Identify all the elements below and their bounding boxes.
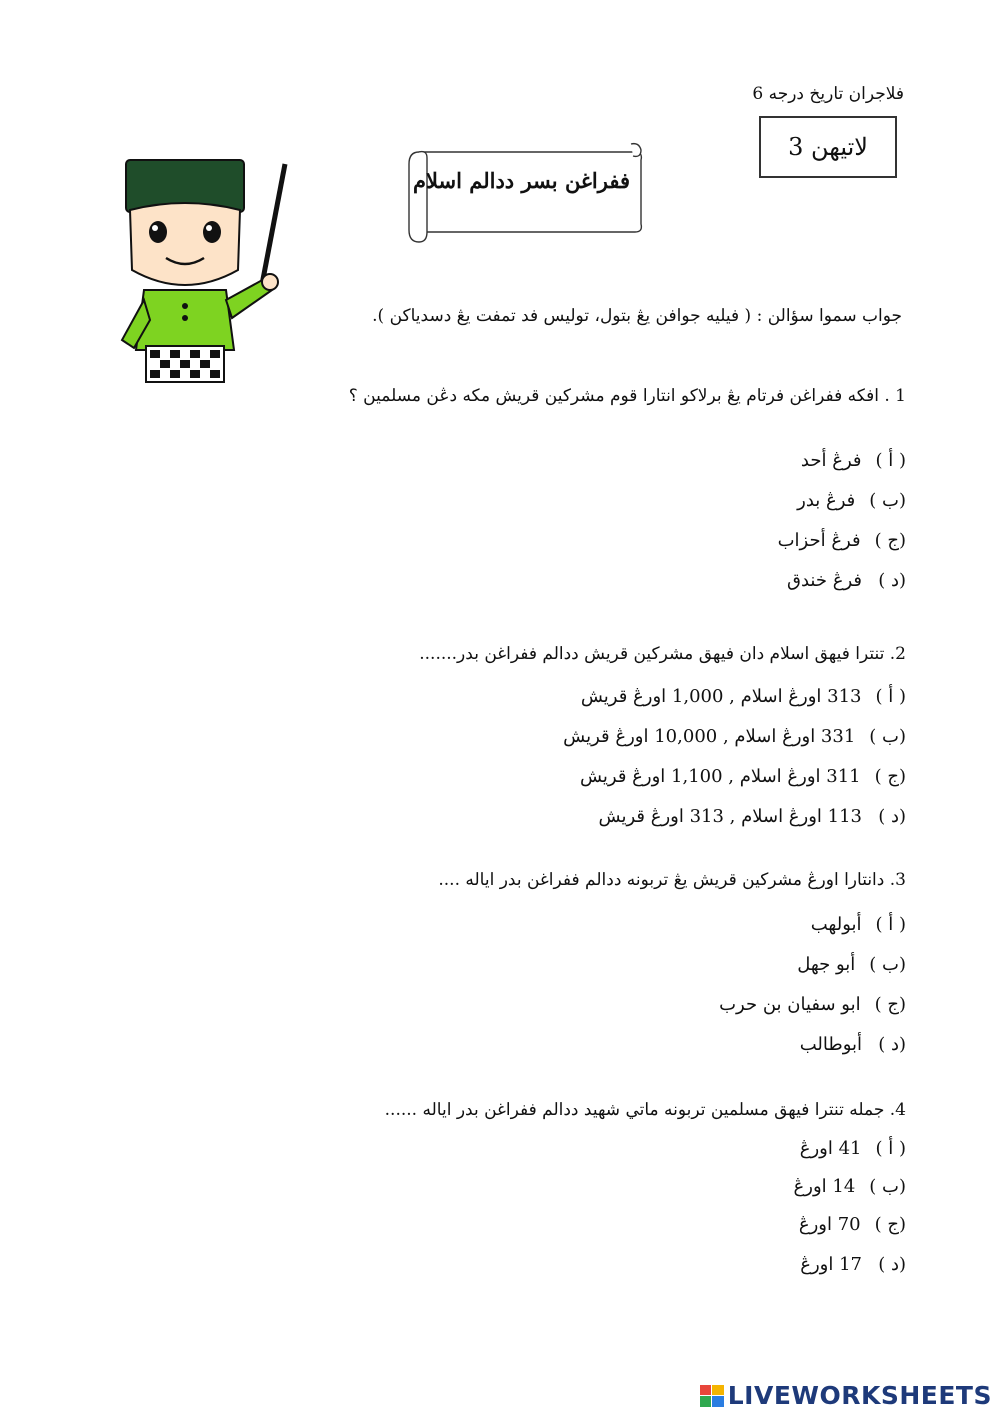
option-text: 331 اورڠ اسلام , 10,000 اورڠ قريش <box>563 726 856 747</box>
question-3-option-b[interactable] <box>797 954 906 975</box>
option-text: 14 اورڠ <box>793 1176 856 1197</box>
question-1-option-a[interactable] <box>801 450 906 471</box>
option-text: أبولهب <box>810 914 862 935</box>
option-text: أبو جهل <box>797 954 856 975</box>
option-text: 113 اورڠ اسلام , 313 اورڠ قريش <box>598 806 862 827</box>
lesson-box: لاتيهن 3 <box>759 116 897 178</box>
question-4-option-a[interactable] <box>800 1138 906 1159</box>
question-2-option-c[interactable] <box>580 766 906 787</box>
option-letter: (ب ) <box>869 1176 906 1197</box>
teacher-mascot-icon <box>110 150 310 400</box>
option-letter: (ب ) <box>869 726 906 747</box>
question-3-option-c[interactable] <box>719 994 906 1015</box>
instruction-text: جواب سموا سؤالن : ( فيليه جوافن يڠ بتول، توليس فد تمفت يڠ دسدياكن ). <box>372 306 902 326</box>
question-1-option-c[interactable] <box>778 530 906 551</box>
option-text: 311 اورڠ اسلام , 1,100 اورڠ قريش <box>579 766 861 787</box>
option-letter: (د ) <box>878 1034 906 1055</box>
question-4-option-b[interactable] <box>794 1176 906 1197</box>
worksheet-title: ففراغن بسر ددالم اسلام <box>412 168 630 193</box>
question-1-option-d[interactable] <box>787 570 906 591</box>
question-3-option-d[interactable] <box>800 1034 906 1055</box>
question-1-option-b[interactable] <box>797 490 906 511</box>
question-2-option-a[interactable] <box>581 686 906 707</box>
liveworksheets-footer[interactable] <box>700 1381 992 1410</box>
question-4-text: 4. جمله تنترا فيهق مسلمين تربونه ماتي شهيد ددالم ففراغن بدر اياله ...... <box>384 1100 906 1120</box>
option-letter: (ج ) <box>874 1214 906 1235</box>
option-text: 70 اورڠ <box>798 1214 861 1235</box>
option-letter: (ب ) <box>869 490 906 511</box>
option-text: أبوطالب <box>799 1034 862 1055</box>
option-letter: (ب ) <box>869 954 906 975</box>
option-letter: (د ) <box>878 806 906 827</box>
question-2-text: 2. تنترا فيهق اسلام دان فيهق مشركين قريش ددالم ففراغن بدر....... <box>419 644 906 664</box>
brand-name: LIVEWORKSHEETS <box>727 1381 992 1410</box>
option-text: فرڠ أحزاب <box>777 530 861 551</box>
option-text: فرڠ خندق <box>787 570 862 591</box>
option-text: ابو سفيان بن حرب <box>719 994 861 1015</box>
option-text: فرڠ بدر <box>797 490 856 511</box>
option-letter: ( أ ) <box>875 1138 906 1159</box>
liveworksheets-logo-icon <box>700 1385 724 1407</box>
option-letter: (ج ) <box>874 994 906 1015</box>
question-1-text: 1 . افكه ففراغن فرتام يڠ برلاكو انتارا قوم مشركين قريش مكه دڠن مسلمين ؟ <box>348 386 906 406</box>
option-letter: ( أ ) <box>875 914 906 935</box>
option-text: 313 اورڠ اسلام , 1,000 اورڠ قريش <box>580 686 862 707</box>
option-letter: (د ) <box>878 570 906 591</box>
question-4-option-d[interactable] <box>800 1254 906 1275</box>
question-3-text: 3. دانتارا اورڠ مشركين قريش يڠ تربونه ددالم ففراغن بدر اياله .... <box>438 870 906 890</box>
question-2-option-d[interactable] <box>599 806 907 827</box>
option-text: 17 اورڠ <box>800 1254 862 1275</box>
option-letter: ( أ ) <box>875 686 906 707</box>
question-3-option-a[interactable] <box>811 914 906 935</box>
option-text: فرڠ أحد <box>800 450 862 471</box>
subject-label: فلاجران تاريخ درجه 6 <box>752 84 904 104</box>
option-text: 41 اورڠ <box>799 1138 862 1159</box>
option-letter: ( أ ) <box>875 450 906 471</box>
question-2-option-b[interactable] <box>563 726 906 747</box>
question-4-option-c[interactable] <box>799 1214 906 1235</box>
option-letter: (د ) <box>878 1254 906 1275</box>
option-letter: (ج ) <box>874 530 906 551</box>
option-letter: (ج ) <box>874 766 906 787</box>
